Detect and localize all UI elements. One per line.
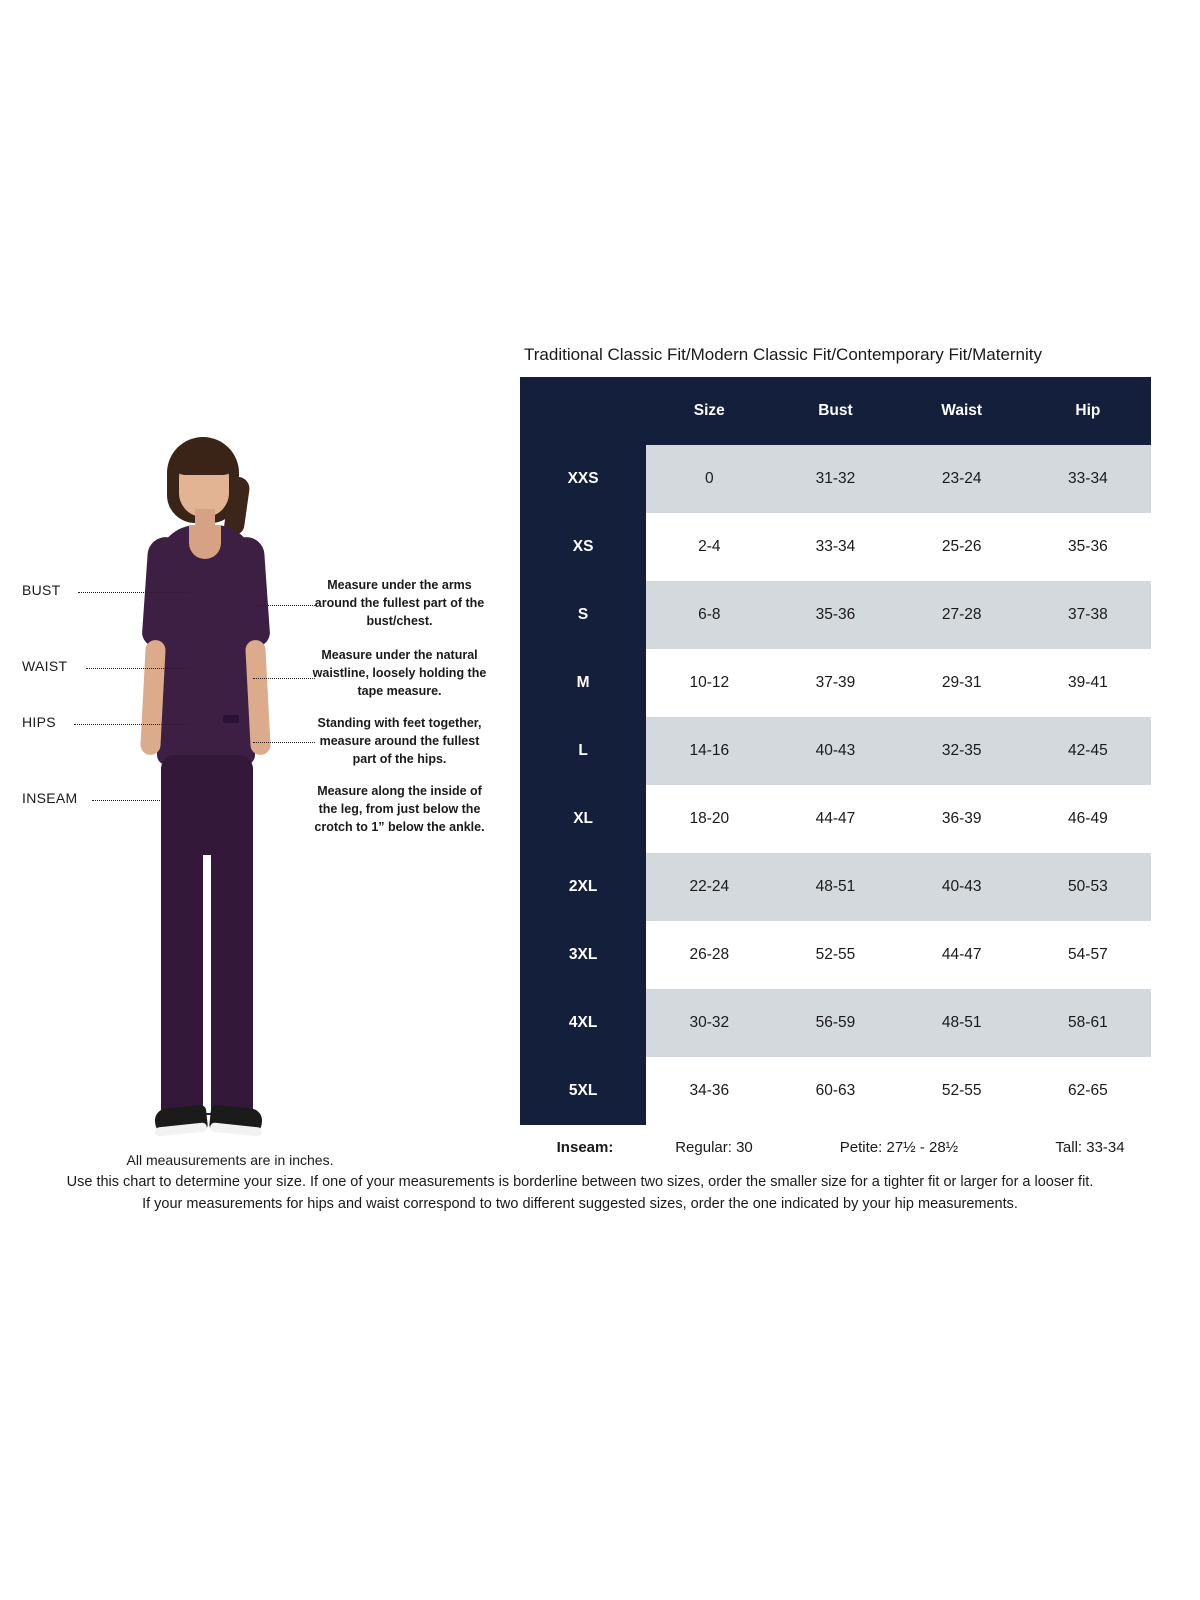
leader-line-waist-right [253, 678, 315, 679]
table-row [520, 853, 1151, 921]
instruction-bust: Measure under the arms around the fullest part of the bust/chest. [314, 578, 485, 629]
size-chart-table [520, 377, 1151, 1125]
instruction-waist: Measure under the natural waistline, loosely holding the tape measure. [312, 648, 487, 699]
row-label-4xl: 4XL [520, 989, 646, 1057]
row-label-xxs: XXS [520, 445, 646, 513]
cell-waist: 36-39 [899, 785, 1025, 853]
cell-bust: 40-43 [772, 717, 898, 785]
cell-bust: 52-55 [772, 921, 898, 989]
cell-hip: 42-45 [1025, 717, 1151, 785]
cell-waist: 25-26 [899, 513, 1025, 581]
cell-bust: 60-63 [772, 1057, 898, 1125]
cell-bust: 35-36 [772, 581, 898, 649]
leader-line-hips-right [253, 742, 315, 743]
row-label-3xl: 3XL [520, 921, 646, 989]
measure-label-bust: BUST [22, 582, 61, 598]
cell-waist: 44-47 [899, 921, 1025, 989]
column-header-bust: Bust [772, 377, 898, 445]
cell-hip: 33-34 [1025, 445, 1151, 513]
row-label-5xl: 5XL [520, 1057, 646, 1125]
row-label-l: L [520, 717, 646, 785]
leader-line-bust [78, 592, 188, 593]
footer-line-1: Use this chart to determine your size. If one of your measurements is borderline between two sizes, order the smaller size for a tighter fit or larger for a looser fit. [66, 1174, 1094, 1190]
cell-hip: 35-36 [1025, 513, 1151, 581]
cell-hip: 62-65 [1025, 1057, 1151, 1125]
cell-size: 26-28 [646, 921, 772, 989]
size-chart-panel [520, 345, 1160, 1156]
cell-bust: 44-47 [772, 785, 898, 853]
row-label-m: M [520, 649, 646, 717]
cell-size: 22-24 [646, 853, 772, 921]
table-row [520, 921, 1151, 989]
cell-bust: 48-51 [772, 853, 898, 921]
cell-waist: 23-24 [899, 445, 1025, 513]
model-pocket [223, 715, 239, 723]
cell-size: 34-36 [646, 1057, 772, 1125]
table-row [520, 1057, 1151, 1125]
cell-bust: 37-39 [772, 649, 898, 717]
measure-label-inseam: INSEAM [22, 790, 78, 806]
cell-hip: 54-57 [1025, 921, 1151, 989]
table-row [520, 513, 1151, 581]
row-label-2xl: 2XL [520, 853, 646, 921]
measure-label-hips: HIPS [22, 714, 56, 730]
table-row [520, 989, 1151, 1057]
cell-hip: 50-53 [1025, 853, 1151, 921]
table-row [520, 581, 1151, 649]
cell-hip: 58-61 [1025, 989, 1151, 1057]
footer-line-2: If your measurements for hips and waist correspond to two different suggested sizes, order the one indicated by your hip measurements. [142, 1195, 1018, 1212]
footer-note [0, 1172, 1160, 1216]
instruction-inseam: Measure along the inside of the leg, from just below the crotch to 1” below the ankle. [314, 784, 485, 835]
model-neckline [189, 525, 221, 559]
cell-size: 10-12 [646, 649, 772, 717]
model-pants-leg-gap [203, 855, 211, 1113]
cell-bust: 56-59 [772, 989, 898, 1057]
inseam-label: Inseam: [556, 1139, 614, 1156]
cell-bust: 31-32 [772, 445, 898, 513]
leader-line-waist [86, 668, 188, 669]
model-sleeve-right [229, 536, 271, 648]
row-label-s: S [520, 581, 646, 649]
cell-waist: 29-31 [899, 649, 1025, 717]
table-row [520, 717, 1151, 785]
column-header-size: Size [646, 377, 772, 445]
cell-waist: 27-28 [899, 581, 1025, 649]
measure-label-waist: WAIST [22, 658, 68, 674]
cell-waist: 52-55 [899, 1057, 1025, 1125]
measurement-guide-panel [0, 400, 520, 1200]
model-hair-front [175, 445, 233, 475]
instruction-hips: Standing with feet together, measure around the fullest part of the hips. [317, 716, 482, 767]
cell-size: 14-16 [646, 717, 772, 785]
cell-size: 2-4 [646, 513, 772, 581]
size-chart-title: Traditional Classic Fit/Modern Classic Fit/Contemporary Fit/Maternity [524, 345, 1043, 364]
column-header-blank [520, 377, 646, 445]
inseam-petite: Petite: 27½ - 28½ [839, 1139, 959, 1156]
leader-line-inseam-vertical [212, 800, 213, 1090]
cell-waist: 48-51 [899, 989, 1025, 1057]
column-header-hip: Hip [1025, 377, 1151, 445]
cell-hip: 39-41 [1025, 649, 1151, 717]
leader-line-inseam [92, 800, 212, 801]
cell-hip: 46-49 [1025, 785, 1151, 853]
table-row [520, 649, 1151, 717]
row-label-xl: XL [520, 785, 646, 853]
cell-waist: 40-43 [899, 853, 1025, 921]
table-header-row [520, 377, 1151, 445]
table-row [520, 445, 1151, 513]
leader-line-hips [74, 724, 188, 725]
inseam-regular: Regular: 30 [675, 1139, 753, 1156]
cell-size: 18-20 [646, 785, 772, 853]
table-row [520, 785, 1151, 853]
leader-line-bust-right [255, 605, 315, 606]
cell-size: 0 [646, 445, 772, 513]
row-label-xs: XS [520, 513, 646, 581]
units-note: All meausurements are in inches. [126, 1152, 334, 1168]
inseam-tall: Tall: 33-34 [1055, 1139, 1125, 1156]
cell-waist: 32-35 [899, 717, 1025, 785]
inseam-summary-row [520, 1139, 1160, 1156]
cell-size: 6-8 [646, 581, 772, 649]
column-header-waist: Waist [899, 377, 1025, 445]
cell-size: 30-32 [646, 989, 772, 1057]
cell-hip: 37-38 [1025, 581, 1151, 649]
cell-bust: 33-34 [772, 513, 898, 581]
